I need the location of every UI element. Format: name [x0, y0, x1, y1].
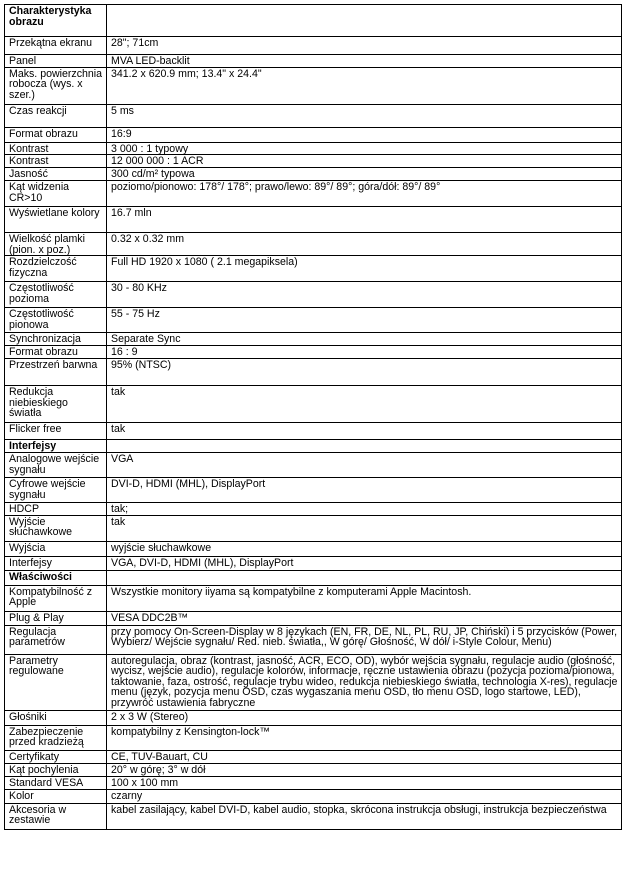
spec-key: Kontrast [5, 142, 107, 155]
spec-value: 12 000 000 : 1 ACR [107, 155, 622, 168]
spec-key: HDCP [5, 502, 107, 515]
table-row [5, 611, 622, 625]
table-row [5, 763, 622, 776]
spec-key: Maks. powierzchnia robocza (wys. x szer.) [5, 67, 107, 104]
section-row [5, 439, 622, 452]
spec-value: 5 ms [107, 104, 622, 127]
spec-key: Panel [5, 55, 107, 68]
section-heading: Charakterystyka obrazu [5, 5, 107, 37]
spec-key: Standard VESA [5, 776, 107, 789]
spec-key: Wyświetlane kolory [5, 207, 107, 233]
table-row [5, 55, 622, 68]
spec-key: Parametry regulowane [5, 654, 107, 710]
spec-key: Redukcja niebieskiego światła [5, 385, 107, 422]
table-row [5, 654, 622, 710]
spec-table [4, 4, 622, 830]
table-row [5, 67, 622, 104]
spec-value: DVI-D, HDMI (MHL), DisplayPort [107, 477, 622, 502]
spec-key: Zabezpieczenie przed kradzieżą [5, 725, 107, 750]
table-row [5, 452, 622, 477]
spec-key: Certyfikaty [5, 750, 107, 763]
table-row [5, 233, 622, 256]
spec-value: 3 000 : 1 typowy [107, 142, 622, 155]
table-row [5, 207, 622, 233]
section-heading: Interfejsy [5, 439, 107, 452]
spec-value: VGA [107, 452, 622, 477]
section-heading-value [107, 5, 622, 37]
spec-value: tak; [107, 502, 622, 515]
spec-value: Separate Sync [107, 333, 622, 346]
table-row [5, 556, 622, 570]
spec-value: 55 - 75 Hz [107, 308, 622, 333]
spec-key: Cyfrowe wejście sygnału [5, 477, 107, 502]
spec-key: Głośniki [5, 710, 107, 725]
spec-key: Przekątna ekranu [5, 37, 107, 55]
spec-value: 0.32 x 0.32 mm [107, 233, 622, 256]
spec-key: Częstotliwość pozioma [5, 282, 107, 308]
table-row [5, 585, 622, 611]
table-row [5, 502, 622, 515]
spec-value: Wszystkie monitory iiyama są kompatybilne z komputerami Apple Macintosh. [107, 585, 622, 611]
table-row [5, 789, 622, 803]
spec-key: Synchronizacja [5, 333, 107, 346]
spec-key: Kąt widzenia CR>10 [5, 181, 107, 207]
table-row [5, 333, 622, 346]
section-row [5, 570, 622, 585]
spec-value: 2 x 3 W (Stereo) [107, 710, 622, 725]
spec-value: 28"; 71cm [107, 37, 622, 55]
spec-value: tak [107, 385, 622, 422]
spec-key: Kontrast [5, 155, 107, 168]
table-row [5, 477, 622, 502]
spec-value: VESA DDC2B™ [107, 611, 622, 625]
table-row [5, 37, 622, 55]
spec-key: Kompatybilność z Apple [5, 585, 107, 611]
table-row [5, 803, 622, 829]
spec-value: kompatybilny z Kensington-lock™ [107, 725, 622, 750]
table-row [5, 625, 622, 654]
spec-key: Kolor [5, 789, 107, 803]
spec-value: wyjście słuchawkowe [107, 541, 622, 556]
spec-key: Wyjścia [5, 541, 107, 556]
table-heading-row [5, 5, 622, 37]
spec-key: Rozdzielczość fizyczna [5, 256, 107, 282]
spec-key: Plug & Play [5, 611, 107, 625]
spec-table-body [5, 5, 622, 830]
spec-key: Regulacja parametrów [5, 625, 107, 654]
table-row [5, 155, 622, 168]
spec-key: Czas reakcji [5, 104, 107, 127]
spec-key: Kąt pochylenia [5, 763, 107, 776]
spec-key: Interfejsy [5, 556, 107, 570]
spec-value: Full HD 1920 x 1080 ( 2.1 megapiksela) [107, 256, 622, 282]
table-row [5, 142, 622, 155]
spec-value: tak [107, 422, 622, 439]
table-row [5, 256, 622, 282]
spec-value: 30 - 80 KHz [107, 282, 622, 308]
table-row [5, 776, 622, 789]
table-row [5, 515, 622, 541]
table-row [5, 385, 622, 422]
spec-value: CE, TUV-Bauart, CU [107, 750, 622, 763]
spec-key: Format obrazu [5, 127, 107, 142]
spec-value: MVA LED-backlit [107, 55, 622, 68]
section-heading: Właściwości [5, 570, 107, 585]
section-heading-value [107, 570, 622, 585]
table-row [5, 750, 622, 763]
spec-key: Flicker free [5, 422, 107, 439]
table-row [5, 282, 622, 308]
table-row [5, 422, 622, 439]
table-row [5, 725, 622, 750]
spec-value: 16.7 mln [107, 207, 622, 233]
spec-key: Format obrazu [5, 346, 107, 359]
spec-key: Analogowe wejście sygnału [5, 452, 107, 477]
spec-value: autoregulacja, obraz (kontrast, jasność, ACR, ECO, OD), wybór wejścia sygnału, regulacje audio (głośność, wycisz, wejście audio), regulacje kolorów, informacje, ręczne ustawienia obrazu (pozycja pozioma/pionowa, taktowanie, faza, ostrość, regulacje trybu wideo, redukcja niebieskiego światła, technologia X-res), regulacje menu (język, pozycja menu OSD, czas wygaszania menu OSD, tło menu OSD, logo startowe, LED), przywróć ustawienia fabryczne [107, 654, 622, 710]
spec-key: Akcesoria w zestawie [5, 803, 107, 829]
spec-value: kabel zasilający, kabel DVI-D, kabel audio, stopka, skrócona instrukcja obsługi, instrukcja bezpieczeństwa [107, 803, 622, 829]
spec-key: Częstotliwość pionowa [5, 308, 107, 333]
spec-value: 16:9 [107, 127, 622, 142]
spec-key: Wyjście słuchawkowe [5, 515, 107, 541]
table-row [5, 104, 622, 127]
spec-value: 95% (NTSC) [107, 358, 622, 385]
table-row [5, 710, 622, 725]
table-row [5, 308, 622, 333]
spec-value: tak [107, 515, 622, 541]
spec-value: 16 : 9 [107, 346, 622, 359]
table-row [5, 127, 622, 142]
spec-key: Wielkość plamki (pion. x poz.) [5, 233, 107, 256]
spec-key: Przestrzeń barwna [5, 358, 107, 385]
table-row [5, 541, 622, 556]
spec-value: VGA, DVI-D, HDMI (MHL), DisplayPort [107, 556, 622, 570]
table-row [5, 181, 622, 207]
spec-value: 300 cd/m² typowa [107, 168, 622, 181]
spec-value: 20° w górę; 3° w dół [107, 763, 622, 776]
spec-value: 100 x 100 mm [107, 776, 622, 789]
spec-value: czarny [107, 789, 622, 803]
spec-value: przy pomocy On-Screen-Display w 8 językach (EN, FR, DE, NL, PL, RU, JP, Chiński) i 5 przycisków (Power, Wybierz/ Wejście sygnału/ Red. nieb. światła,, W górę/ Głośność, W dół/ i-Style Colour, Menu) [107, 625, 622, 654]
table-row [5, 358, 622, 385]
spec-key: Jasność [5, 168, 107, 181]
table-row [5, 168, 622, 181]
table-row [5, 346, 622, 359]
spec-value: 341.2 x 620.9 mm; 13.4" x 24.4" [107, 67, 622, 104]
section-heading-value [107, 439, 622, 452]
spec-value: poziomo/pionowo: 178°/ 178°; prawo/lewo: 89°/ 89°; góra/dół: 89°/ 89° [107, 181, 622, 207]
